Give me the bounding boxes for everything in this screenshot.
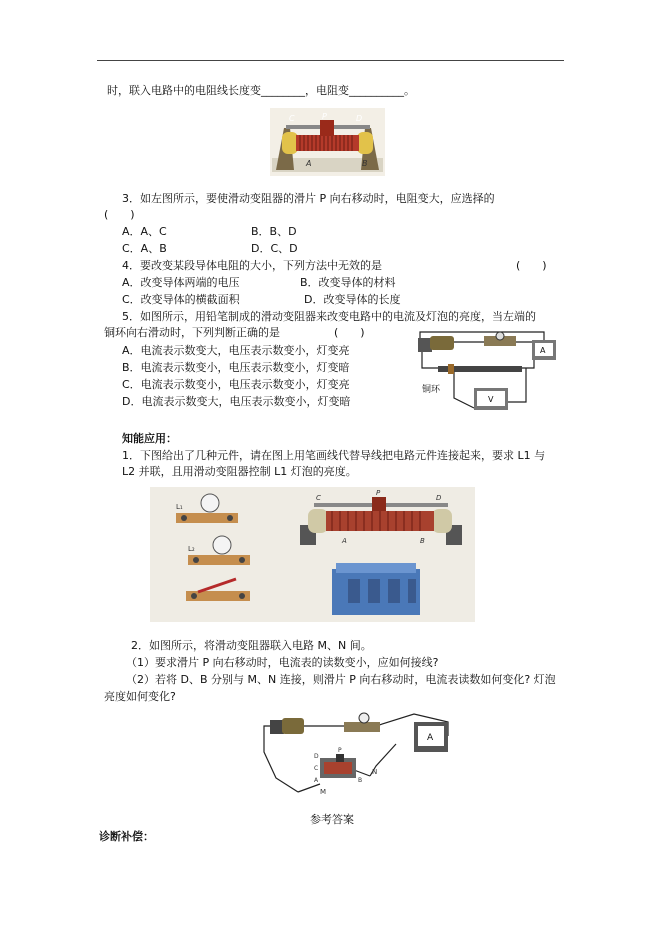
components-figure — [150, 487, 475, 622]
fig3-terminal-a: A — [314, 777, 319, 784]
fig2-terminal-c: C — [316, 494, 321, 502]
rheostat-figure — [270, 108, 385, 176]
fig3-terminal-m: M — [320, 788, 327, 796]
terminal-c-label: C — [289, 114, 295, 123]
q5-paren: ( ) — [334, 326, 365, 339]
terminal-a-label: A — [306, 159, 312, 168]
q5-option-c: C．电流表示数变小，电压表示数变小，灯变亮 — [122, 378, 350, 391]
terminal-b-label: B — [362, 159, 368, 168]
svg-text:A: A — [540, 346, 546, 355]
header-rule — [97, 60, 564, 61]
fig3-terminal-d: D — [314, 753, 319, 760]
apply-2-line1: 2．如图所示，将滑动变阻器联入电路 M、N 间。 — [131, 639, 372, 652]
fig2-terminal-d: D — [436, 494, 442, 502]
copper-ring-label: 铜环 — [422, 385, 441, 395]
q5-option-d: D．电流表示数变大，电压表示数变小，灯变暗 — [122, 395, 351, 408]
q4-option-d: D．改变导体的长度 — [304, 293, 401, 306]
lamp-l1-label: L₁ — [176, 503, 183, 511]
fig2-terminal-b: B — [420, 537, 425, 545]
q4-option-b: B．改变导体的材料 — [300, 276, 396, 289]
voltmeter-label: V — [488, 395, 494, 404]
apply-2-line3: （2）若将 D、B 分别与 M、N 连接，则滑片 P 向右移动时，电流表读数如何变化? 灯泡 — [126, 673, 556, 686]
q4-paren: ( ) — [516, 259, 547, 272]
blank-line-text: 时，联入电路中的电阻线长度变________，电阻变__________。 — [107, 84, 415, 97]
q5-option-a: A．电流表示数变大，电压表示数变小，灯变亮 — [122, 344, 350, 357]
apply-1-line1: 1．下图给出了几种元件，请在图上用笔画线代替导线把电路元件连接起来，要求 L1 与 — [122, 449, 546, 462]
apply-2-line2: （1）要求滑片 P 向右移动时，电流表的读数变小，应如何接线? — [126, 656, 439, 669]
mn-circuit-figure — [258, 708, 458, 800]
lamp-l2-label: L₂ — [188, 545, 195, 553]
reference-answer-heading: 参考答案 — [310, 813, 354, 826]
fig2-slider-p: P — [376, 489, 381, 497]
terminal-d-label: D — [356, 114, 363, 123]
q3-option-a: A．A、C — [122, 225, 167, 238]
q4-text: 4．要改变某段导体电阻的大小，下列方法中无效的是 — [122, 259, 382, 272]
q3-paren: ( ) — [104, 208, 135, 221]
q4-option-a: A．改变导体两端的电压 — [122, 276, 240, 289]
apply-2-line4: 亮度如何变化? — [104, 690, 176, 703]
q3-option-c: C．A、B — [122, 242, 167, 255]
apply-1-line2: L2 并联，且用滑动变阻器控制 L1 灯泡的亮度。 — [122, 465, 357, 478]
pencil-circuit-figure — [414, 328, 564, 418]
section-diagnosis-heading: 诊断补偿： — [99, 830, 154, 843]
ammeter-label: A — [427, 733, 434, 743]
fig3-terminal-c: C — [314, 765, 319, 772]
fig3-terminal-n: N — [372, 768, 378, 776]
q3-option-d: D．C、D — [251, 242, 298, 255]
section-apply-heading: 知能应用： — [122, 432, 177, 445]
q5-option-b: B．电流表示数变小，电压表示数变小，灯变暗 — [122, 361, 350, 374]
q3-text: 3．如左图所示，要使滑动变阻器的滑片 P 向右移动时，电阻变大，应选择的 — [122, 192, 495, 205]
fig3-slider-p: P — [338, 747, 342, 754]
q5-line1: 5．如图所示，用铅笔制成的滑动变阻器来改变电路中的电流及灯泡的亮度，当左端的 — [122, 310, 536, 323]
fig3-terminal-b: B — [358, 777, 363, 784]
q5-line2: 铜环向右滑动时，下列判断正确的是 — [104, 326, 280, 339]
slider-p-label: P — [322, 112, 327, 121]
q4-option-c: C．改变导体的横截面积 — [122, 293, 240, 306]
q3-option-b: B．B、D — [251, 225, 297, 238]
fig2-terminal-a: A — [342, 537, 347, 545]
